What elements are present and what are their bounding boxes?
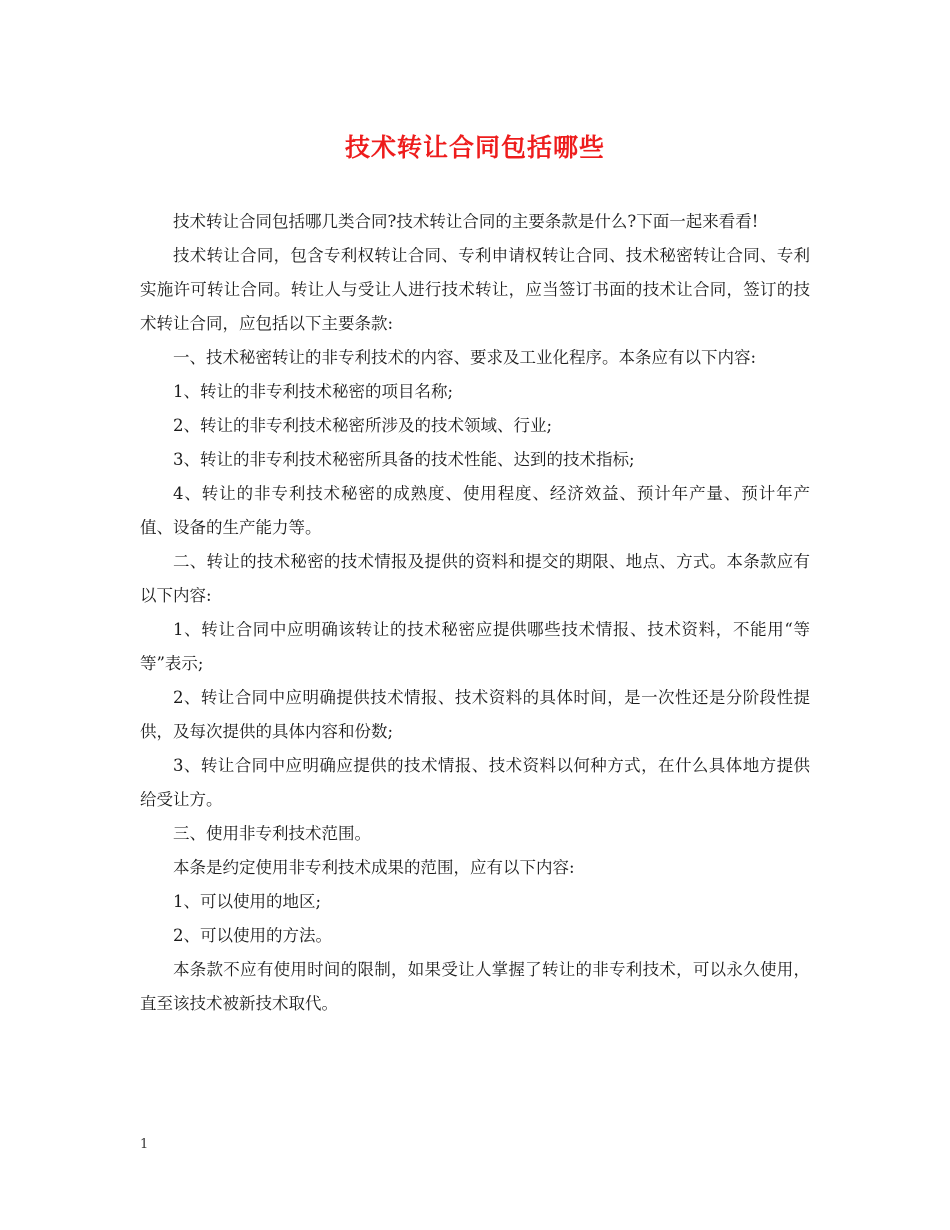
paragraph-intro: 技术转让合同包括哪几类合同?技术转让合同的主要条款是什么?下面一起来看看! <box>173 212 759 231</box>
paragraph-section-1-heading: 一、技术秘密转让的非专利技术的内容、要求及工业化程序。本条应有以下内容: <box>173 348 757 367</box>
paragraph-section-2-item-1: 1、转让合同中应明确该转让的技术秘密应提供哪些技术情报、技术资料，不能用“等等”表示; <box>140 620 810 673</box>
page-number: 1 <box>140 1137 149 1152</box>
paragraph-section-1-item-1: 1、转让的非专利技术秘密的项目名称; <box>173 382 454 401</box>
paragraph-section-3-note: 本条款不应有使用时间的限制，如果受让人掌握了转让的非专利技术，可以永久使用，直至该技术被新技术取代。 <box>140 960 810 1013</box>
document-body <box>140 205 810 1021</box>
paragraph-section-3-item-1: 1、可以使用的地区; <box>173 892 322 911</box>
paragraph-section-3-heading: 三、使用非专利技术范围。 <box>173 824 371 843</box>
paragraph-section-3-intro: 本条是约定使用非专利技术成果的范围，应有以下内容: <box>173 858 575 877</box>
paragraph-section-1-item-3: 3、转让的非专利技术秘密所具备的技术性能、达到的技术指标; <box>173 450 635 469</box>
paragraph-section-1-item-2: 2、转让的非专利技术秘密所涉及的技术领域、行业; <box>173 416 553 435</box>
paragraph-overview: 技术转让合同，包含专利权转让合同、专利申请权转让合同、技术秘密转让合同、专利实施许可转让合同。转让人与受让人进行技术转让，应当签订书面的技术让合同，签订的技术转让合同，应包括以下主要条款: <box>140 246 810 333</box>
paragraph-section-1-item-4: 4、转让的非专利技术秘密的成熟度、使用程度、经济效益、预计年产量、预计年产值、设备的生产能力等。 <box>140 484 810 537</box>
paragraph-section-2-heading: 二、转让的技术秘密的技术情报及提供的资料和提交的期限、地点、方式。本条款应有以下内容: <box>140 552 810 605</box>
document-title: 技术转让合同包括哪些 <box>344 133 605 162</box>
paragraph-section-2-item-3: 3、转让合同中应明确应提供的技术情报、技术资料以何种方式，在什么具体地方提供给受让方。 <box>140 756 810 809</box>
paragraph-section-2-item-2: 2、转让合同中应明确提供技术情报、技术资料的具体时间，是一次性还是分阶段性提供，及每次提供的具体内容和份数; <box>140 688 810 741</box>
paragraph-section-3-item-2: 2、可以使用的方法。 <box>173 926 332 945</box>
